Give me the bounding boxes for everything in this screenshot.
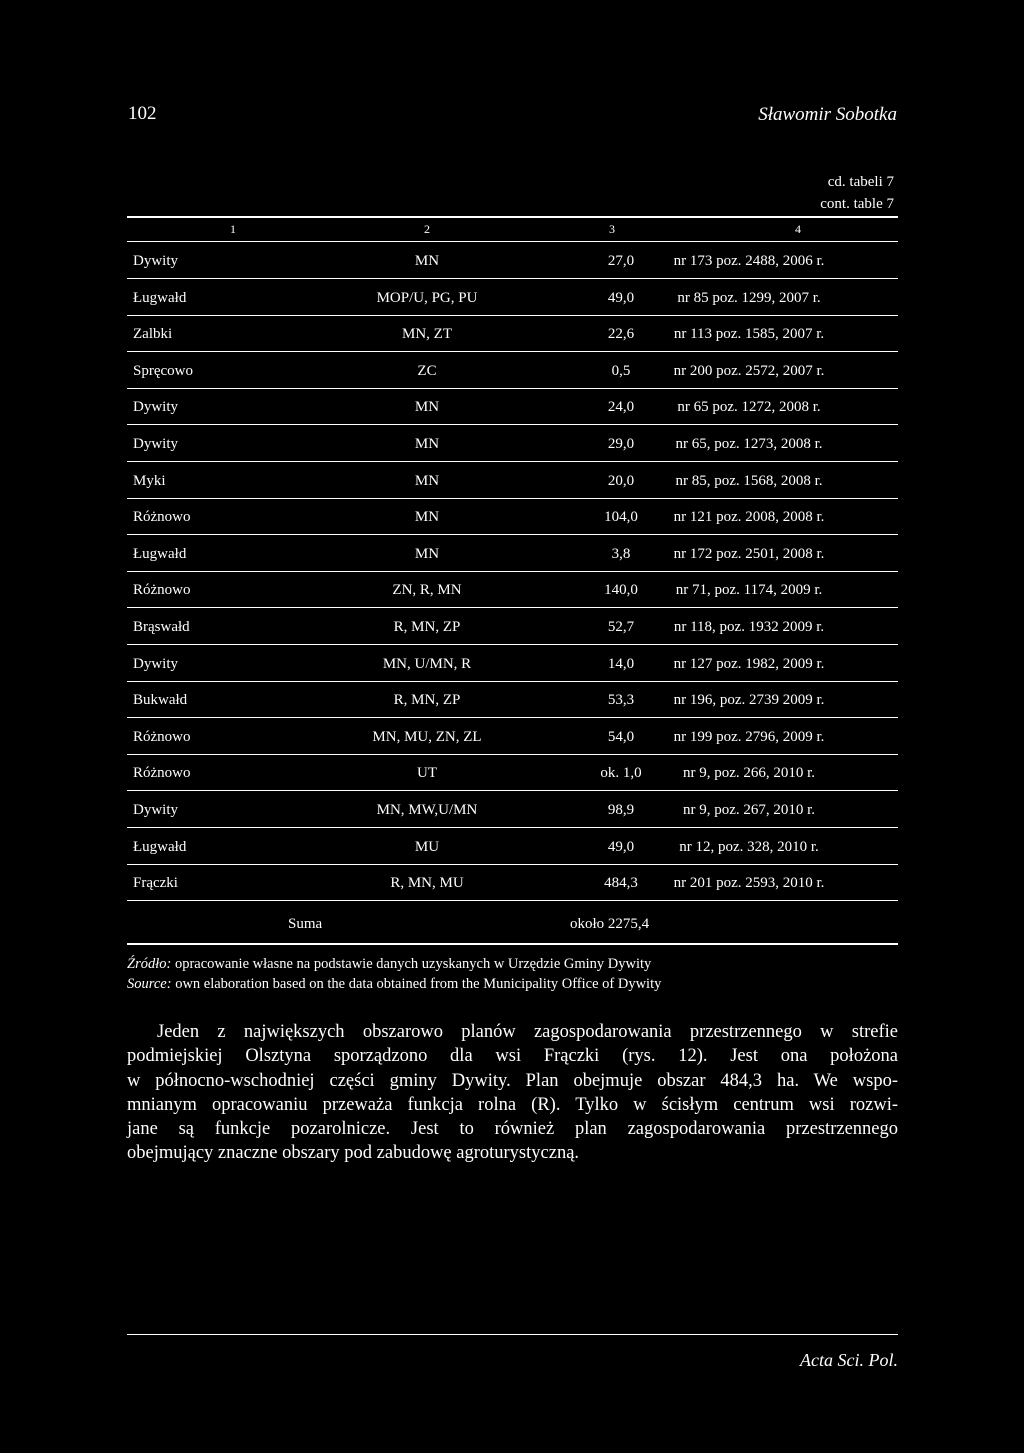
column-number-3: 3 — [609, 222, 615, 236]
paragraph-line: jane są funkcje pozarolnicze. Jest to również plan zagospodarowania przestrzennego — [127, 1119, 898, 1140]
table-row-rule — [127, 644, 898, 645]
table-cell-locality: Ługwałd — [133, 838, 187, 855]
table-row-rule — [127, 607, 898, 608]
table-cell-resolution: nr 85 poz. 1299, 2007 r. — [677, 289, 821, 306]
table-cell-locality: Bukwałd — [133, 692, 188, 709]
table-row — [127, 436, 898, 456]
table-continuation-en: cont. table 7 — [820, 196, 894, 212]
paragraph-line: w północno-wschodniej części gminy Dywity. Plan obejmuje obszar 484,3 ha. We wspo- — [127, 1070, 898, 1091]
table-cell-function: MN, MW,U/MN — [376, 802, 478, 818]
table-row — [127, 729, 898, 749]
table-header-rule — [127, 241, 898, 242]
table-cell-resolution: nr 118, poz. 1932 2009 r. — [673, 619, 825, 635]
table-cell-area: ok. 1,0 — [600, 765, 642, 782]
table-row-rule — [127, 681, 898, 682]
table-cell-resolution: nr 65, poz. 1273, 2008 r. — [675, 436, 823, 452]
table-cell-locality: Różnowo — [133, 582, 191, 599]
table-row — [127, 290, 898, 310]
source-note-pl — [127, 956, 651, 973]
table-row-rule — [127, 461, 898, 462]
table-cell-area: 484,3 — [604, 875, 638, 892]
table-row — [127, 839, 898, 859]
table-cell-resolution: nr 113 poz. 1585, 2007 r. — [673, 326, 825, 343]
table-cell-resolution: nr 200 poz. 2572, 2007 r. — [673, 362, 825, 379]
table-cell-area: 49,0 — [607, 838, 635, 855]
table-cell-area: 140,0 — [604, 582, 638, 599]
table-cell-resolution: nr 199 poz. 2796, 2009 r. — [673, 728, 825, 745]
table-row — [127, 399, 898, 419]
table-row-rule — [127, 534, 898, 535]
column-number-1: 1 — [230, 222, 236, 236]
table-row — [127, 802, 898, 822]
table-cell-function: R, MN, MU — [390, 875, 464, 892]
table-continuation-pl: cd. tabeli 7 — [827, 174, 894, 190]
body-paragraph — [127, 1020, 898, 1166]
table-cell-resolution: nr 9, poz. 266, 2010 r. — [682, 765, 816, 782]
source-note-en — [127, 976, 661, 993]
table-cell-function: MN — [414, 436, 440, 452]
table-cell-locality: Różnowo — [133, 765, 191, 782]
journal-name: Acta Sci. Pol. — [800, 1350, 898, 1370]
table-row-rule — [127, 351, 898, 352]
table-cell-locality: Dywity — [133, 399, 178, 416]
table-row-rule — [127, 754, 898, 755]
table-cell-function: MN — [414, 472, 440, 489]
table-cell-area: 27,0 — [607, 253, 635, 269]
table-row-rule — [127, 790, 898, 791]
table-row-rule — [127, 864, 898, 865]
paragraph-line: podmiejskiej Olsztyna sporządzono dla wsi Frączki (rys. 12). Jest ona położona — [127, 1046, 898, 1067]
table-row — [127, 363, 898, 383]
table-cell-function: MN — [414, 545, 440, 562]
table-row-rule — [127, 827, 898, 828]
table-cell-locality: Dywity — [133, 655, 178, 672]
table-cell-resolution: nr 85, poz. 1568, 2008 r. — [675, 472, 823, 489]
table-row — [127, 619, 898, 639]
table-cell-function: MN — [414, 509, 440, 526]
sum-label: Suma — [288, 916, 323, 932]
table-row-rule — [127, 278, 898, 279]
table-row — [127, 473, 898, 493]
table-cell-locality: Ługwałd — [133, 289, 187, 306]
table-cell-area: 54,0 — [607, 728, 635, 745]
table-top-rule — [127, 216, 898, 218]
source-label-en: Source: — [127, 976, 172, 992]
table-cell-function: MN, U/MN, R — [382, 655, 472, 672]
table-cell-locality: Myki — [133, 472, 166, 489]
table-cell-resolution: nr 196, poz. 2739 2009 r. — [673, 692, 825, 709]
table-cell-locality: Frączki — [133, 875, 178, 892]
source-text-pl: opracowanie własne na podstawie danych uzyskanych w Urzędzie Gminy Dywity — [174, 956, 652, 972]
table-cell-locality: Różnowo — [133, 509, 191, 526]
column-number-4: 4 — [795, 222, 801, 236]
table-cell-resolution: nr 12, poz. 328, 2010 r. — [679, 838, 819, 855]
table-row — [127, 692, 898, 712]
source-label-pl: Źródło: — [127, 956, 172, 972]
table-cell-area: 3,8 — [611, 545, 631, 562]
sum-value: około 2275,4 — [570, 916, 650, 932]
table-cell-area: 24,0 — [607, 399, 635, 416]
table-cell-resolution: nr 127 poz. 1982, 2009 r. — [673, 655, 825, 672]
table-row — [127, 582, 898, 602]
table-cell-function: ZC — [417, 362, 437, 379]
table-cell-locality: Dywity — [133, 802, 178, 818]
paragraph-line: Jeden z największych obszarowo planów zagospodarowania przestrzennego w strefie — [157, 1022, 898, 1042]
table-cell-function: MN, MU, ZN, ZL — [372, 728, 482, 745]
table-cell-area: 14,0 — [607, 655, 635, 672]
table-cell-locality: Zalbki — [133, 326, 173, 343]
table-cell-function: UT — [417, 765, 437, 782]
table-cell-locality: Ługwałd — [133, 545, 187, 562]
table-cell-function: MN — [414, 399, 440, 416]
table-cell-resolution: nr 9, poz. 267, 2010 r. — [682, 802, 816, 818]
table-cell-area: 104,0 — [604, 509, 638, 526]
table-cell-locality: Różnowo — [133, 728, 191, 745]
paragraph-line: obejmujący znaczne obszary pod zabudowę agroturystyczną. — [127, 1143, 580, 1164]
table-cell-area: 29,0 — [607, 436, 635, 452]
table-cell-resolution: nr 121 poz. 2008, 2008 r. — [673, 509, 825, 526]
table-row-rule — [127, 388, 898, 389]
running-head-author: Sławomir Sobotka — [758, 104, 897, 125]
table-row-rule — [127, 498, 898, 499]
table-cell-function: MN — [414, 253, 440, 269]
source-text-en: own elaboration based on the data obtained from the Municipality Office of Dywity — [175, 976, 662, 992]
table-cell-locality: Dywity — [133, 253, 178, 269]
page-number: 102 — [128, 103, 157, 124]
table-row-rule — [127, 424, 898, 425]
table-cell-function: MU — [414, 838, 440, 855]
table-cell-function: MN, ZT — [402, 326, 452, 343]
table-cell-area: 20,0 — [607, 472, 635, 489]
table-cell-area: 52,7 — [607, 619, 635, 635]
table-row — [127, 253, 898, 273]
table-cell-area: 53,3 — [607, 692, 635, 709]
table-cell-area: 0,5 — [611, 362, 631, 379]
table-cell-function: R, MN, ZP — [393, 619, 461, 635]
table-cell-function: ZN, R, MN — [392, 582, 462, 599]
table-row — [127, 509, 898, 529]
table-cell-locality: Brąswałd — [133, 619, 190, 635]
table-row-rule — [127, 315, 898, 316]
table-cell-resolution: nr 172 poz. 2501, 2008 r. — [673, 545, 825, 562]
table-cell-function: R, MN, ZP — [393, 692, 461, 709]
table-bottom-rule — [127, 943, 898, 945]
table-row — [127, 765, 898, 785]
column-number-2: 2 — [424, 222, 430, 236]
table-row-rule — [127, 717, 898, 718]
table-cell-function: MOP/U, PG, PU — [376, 289, 478, 306]
table-cell-area: 49,0 — [607, 289, 635, 306]
table-cell-locality: Dywity — [133, 436, 178, 452]
table-cell-locality: Spręcowo — [133, 362, 193, 379]
table-cell-resolution: nr 71, poz. 1174, 2009 r. — [675, 582, 823, 599]
table-row — [127, 546, 898, 566]
table-row-rule — [127, 571, 898, 572]
paragraph-line: mnianym opracowaniu przeważa funkcja rolna (R). Tylko w ścisłym centrum wsi rozwi- — [127, 1094, 898, 1115]
footer-rule — [127, 1334, 898, 1335]
table-row — [127, 875, 898, 895]
table-cell-area: 22,6 — [607, 326, 635, 343]
table-cell-resolution: nr 65 poz. 1272, 2008 r. — [677, 399, 821, 416]
table-cell-area: 98,9 — [607, 802, 635, 818]
table-row — [127, 656, 898, 676]
table-cell-resolution: nr 173 poz. 2488, 2006 r. — [673, 253, 825, 269]
table-cell-resolution: nr 201 poz. 2593, 2010 r. — [673, 875, 825, 892]
table-row-rule — [127, 900, 898, 901]
table-row — [127, 326, 898, 346]
